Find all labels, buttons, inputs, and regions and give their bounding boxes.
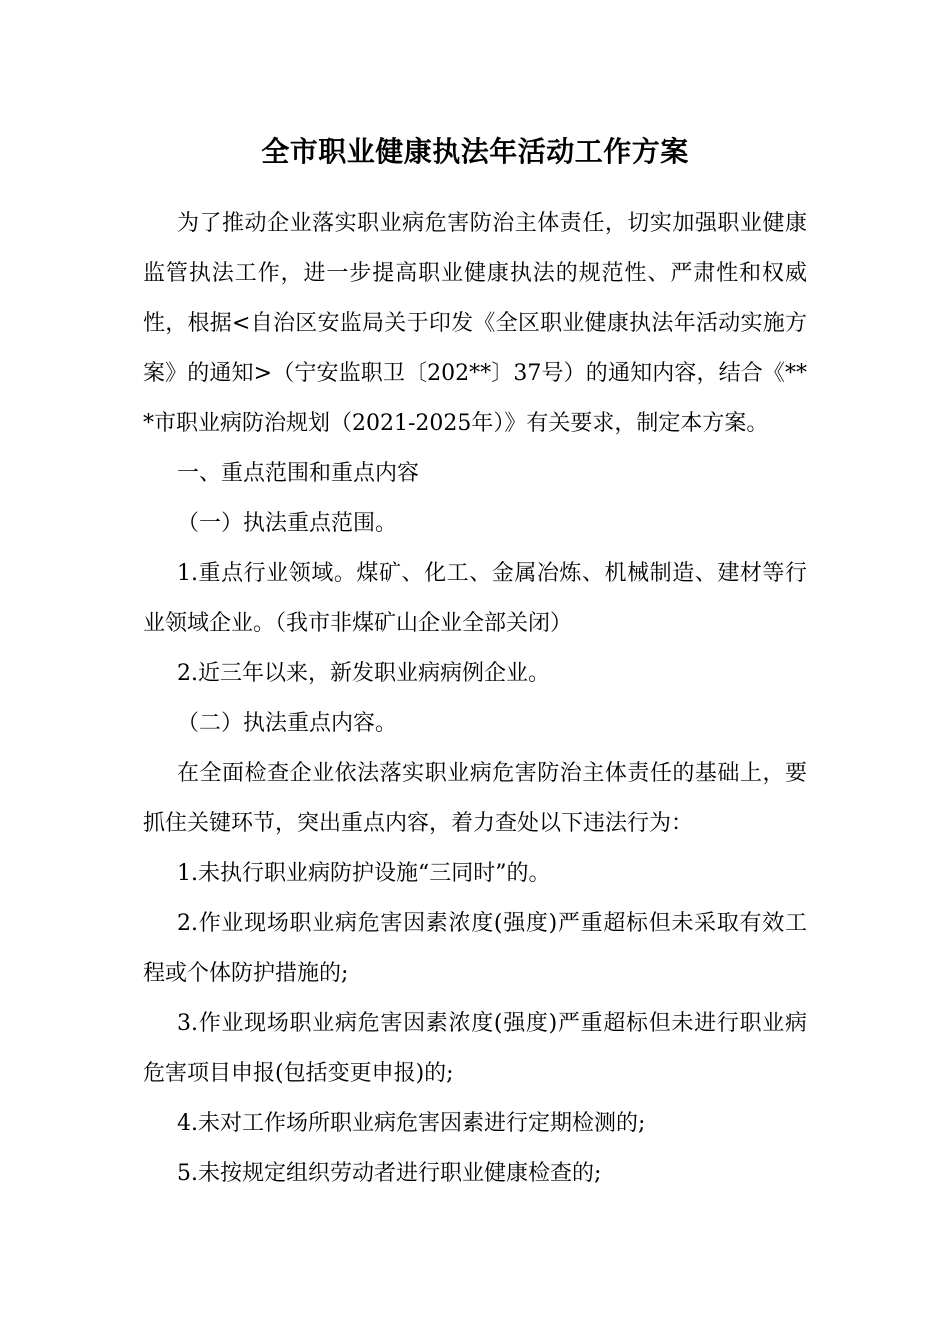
subsection-heading-scope: （一）执法重点范围。 [177,511,398,536]
document-body [143,199,807,1199]
list-item-violation-1: 1.未执行职业病防护设施“三同时”的。 [177,861,551,886]
list-item-violation-2: 2.作业现场职业病危害因素浓度(强度)严重超标但未采取有效工程或个体防护措施的; [143,911,807,986]
section-heading-1: 一、重点范围和重点内容 [177,461,420,486]
list-item-violation-3: 3.作业现场职业病危害因素浓度(强度)严重超标但未进行职业病危害项目申报(包括变更申报)的; [143,1011,807,1086]
list-item-violation-5: 5.未按规定组织劳动者进行职业健康检查的; [177,1161,602,1186]
paragraph-content-intro: 在全面检查企业依法落实职业病危害防治主体责任的基础上，要抓住关键环节，突出重点内容，着力查处以下违法行为： [143,761,807,836]
list-item-violation-4: 4.未对工作场所职业病危害因素进行定期检测的; [177,1111,646,1136]
list-item-scope-1: 1.重点行业领域。煤矿、化工、金属冶炼、机械制造、建材等行业领域企业。（我市非煤矿山企业全部关闭） [143,561,807,636]
subsection-heading-content: （二）执法重点内容。 [177,711,398,736]
list-item-scope-2: 2.近三年以来，新发职业病病例企业。 [177,661,550,686]
paragraph-intro: 为了推动企业落实职业病危害防治主体责任，切实加强职业健康监管执法工作，进一步提高职业健康执法的规范性、严肃性和权威性，根据<自治区安监局关于印发《全区职业健康执法年活动实施方案》的通知>（宁安监职卫〔202**〕37号）的通知内容，结合《***市职业病防治规划（2021-2025年）》有关要求，制定本方案。 [143,211,807,436]
document-title: 全市职业健康执法年活动工作方案 [261,135,689,168]
